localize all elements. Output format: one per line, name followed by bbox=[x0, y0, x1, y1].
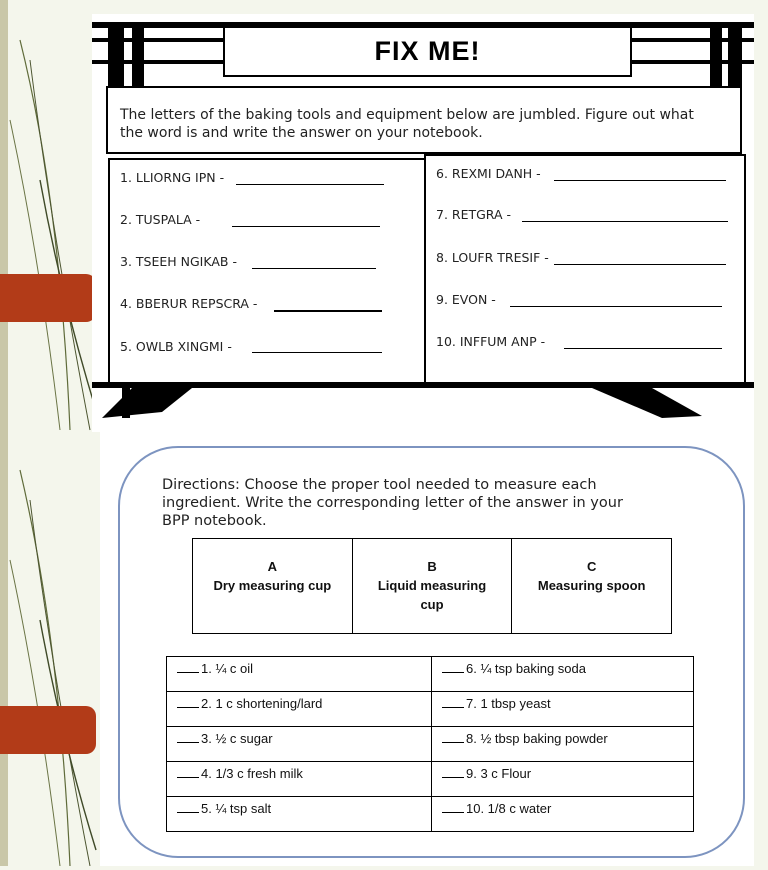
choices-table bbox=[192, 538, 672, 634]
frame-post-left2 bbox=[132, 22, 144, 86]
orange-tab-bottom bbox=[0, 706, 96, 754]
orange-tab-top bbox=[0, 274, 96, 322]
ingredient-2: 2. 1 c shortening/lard bbox=[201, 696, 323, 711]
jumble-item-6: 6. REXMI DANH - bbox=[436, 166, 541, 181]
decorative-sidebar bbox=[0, 0, 100, 866]
jumble-item-3: 3. TSEEH NGIKAB - bbox=[120, 254, 237, 269]
ingredient-cell-6 bbox=[432, 657, 694, 692]
answer-blank[interactable] bbox=[177, 812, 199, 813]
choice-a bbox=[193, 539, 353, 634]
instruction-box bbox=[106, 86, 742, 154]
page-title: FIX ME! bbox=[374, 36, 481, 66]
ingredient-10: 10. 1/8 c water bbox=[466, 801, 552, 816]
jumble-item-8: 8. LOUFR TRESIF - bbox=[436, 250, 549, 265]
answer-blank[interactable] bbox=[442, 777, 464, 778]
ingredient-5: 5. ¼ tsp salt bbox=[201, 801, 272, 816]
ingredient-1: 1. ¼ c oil bbox=[201, 661, 254, 676]
answer-line-8[interactable] bbox=[554, 264, 726, 265]
ingredient-cell-2 bbox=[167, 692, 432, 727]
jumble-item-7: 7. RETGRA - bbox=[436, 207, 512, 222]
table-row bbox=[167, 797, 694, 832]
directions-line-1: Directions: Choose the proper tool needed to measure each bbox=[162, 477, 597, 493]
ingredient-cell-3 bbox=[167, 727, 432, 762]
choice-b-letter: B bbox=[427, 559, 437, 574]
frame-post-right2 bbox=[728, 22, 742, 86]
ingredient-7: 7. 1 tbsp yeast bbox=[466, 696, 551, 711]
frame-post-left bbox=[108, 22, 124, 86]
ingredients-table bbox=[166, 656, 694, 832]
ingredient-9: 9. 3 c Flour bbox=[466, 766, 532, 781]
answer-line-10[interactable] bbox=[564, 348, 722, 349]
table-row bbox=[167, 762, 694, 797]
ingredient-6: 6. ¼ tsp baking soda bbox=[466, 661, 586, 676]
choice-b-label-2: cup bbox=[420, 597, 444, 612]
answer-blank[interactable] bbox=[177, 742, 199, 743]
ingredient-cell-8 bbox=[432, 727, 694, 762]
board-legs-icon bbox=[92, 382, 754, 432]
answer-line-6[interactable] bbox=[554, 180, 726, 181]
instruction-line-2: the word is and write the answer on your notebook. bbox=[120, 125, 483, 141]
instruction-line-1: The letters of the baking tools and equipment below are jumbled. Figure out what bbox=[120, 107, 694, 123]
ingredient-cell-5 bbox=[167, 797, 432, 832]
ingredient-cell-10 bbox=[432, 797, 694, 832]
directions-line-2: ingredient. Write the corresponding letter of the answer in your bbox=[162, 495, 623, 511]
answer-blank[interactable] bbox=[442, 672, 464, 673]
answer-line-1[interactable] bbox=[236, 184, 384, 185]
jumble-item-9: 9. EVON - bbox=[436, 292, 496, 307]
answer-line-2[interactable] bbox=[232, 226, 380, 227]
jumble-item-1: 1. LLIORNG IPN - bbox=[120, 170, 225, 185]
answer-line-5[interactable] bbox=[252, 352, 382, 353]
title-box bbox=[223, 26, 632, 77]
table-row bbox=[167, 727, 694, 762]
jumble-item-5: 5. OWLB XINGMI - bbox=[120, 339, 232, 354]
right-question-box bbox=[424, 154, 746, 384]
choice-c bbox=[512, 539, 672, 634]
choice-b bbox=[352, 539, 512, 634]
ingredient-cell-1 bbox=[167, 657, 432, 692]
choice-c-letter: C bbox=[586, 559, 597, 574]
answer-line-3[interactable] bbox=[252, 268, 376, 269]
choice-c-label: Measuring spoon bbox=[537, 578, 646, 593]
table-row bbox=[167, 657, 694, 692]
ingredient-cell-4 bbox=[167, 762, 432, 797]
ingredient-8: 8. ½ tbsp baking powder bbox=[466, 731, 608, 746]
ingredient-cell-7 bbox=[432, 692, 694, 727]
jumble-item-4: 4. BBERUR REPSCRA - bbox=[120, 296, 258, 311]
answer-line-7[interactable] bbox=[522, 221, 728, 222]
answer-blank[interactable] bbox=[442, 812, 464, 813]
answer-line-4[interactable] bbox=[274, 310, 382, 312]
answer-blank[interactable] bbox=[177, 707, 199, 708]
choice-a-label: Dry measuring cup bbox=[213, 578, 332, 593]
measuring-tools-worksheet bbox=[100, 432, 754, 866]
ingredient-cell-9 bbox=[432, 762, 694, 797]
choice-b-label: Liquid measuring bbox=[377, 578, 487, 593]
ingredient-4: 4. 1/3 c fresh milk bbox=[201, 766, 303, 781]
directions-text bbox=[162, 476, 722, 530]
answer-blank[interactable] bbox=[177, 672, 199, 673]
table-row bbox=[167, 692, 694, 727]
answer-blank[interactable] bbox=[442, 707, 464, 708]
frame-post-right bbox=[710, 22, 722, 86]
answer-blank[interactable] bbox=[442, 742, 464, 743]
jumble-item-10: 10. INFFUM ANP - bbox=[436, 334, 546, 349]
directions-line-3: BPP notebook. bbox=[162, 513, 267, 529]
jumble-item-2: 2. TUSPALA - bbox=[120, 212, 201, 227]
fix-me-worksheet bbox=[92, 14, 754, 432]
ingredient-3: 3. ½ c sugar bbox=[201, 731, 273, 746]
choice-a-letter: A bbox=[267, 559, 278, 574]
answer-line-9[interactable] bbox=[510, 306, 722, 307]
answer-blank[interactable] bbox=[177, 777, 199, 778]
